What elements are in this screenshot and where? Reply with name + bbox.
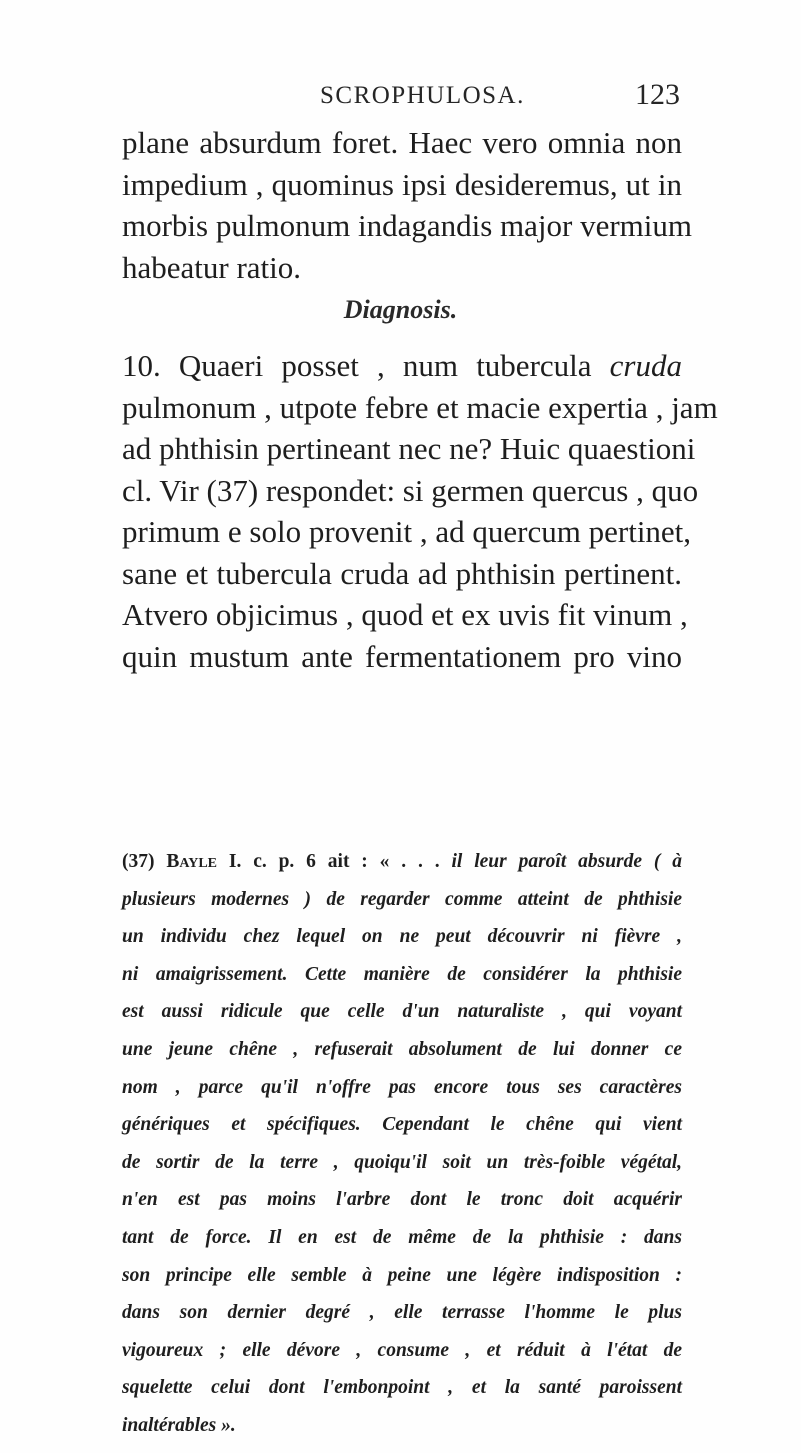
footnote-line: plusieurs modernes ) de regarder comme atteint de phthisie xyxy=(122,888,682,910)
text-line: cl. Vir (37) respondet: si germen quercus , quo xyxy=(122,472,699,508)
footnote-line xyxy=(122,843,682,881)
italic-term: cruda xyxy=(609,348,682,383)
footnote-author: Bayle xyxy=(166,851,217,872)
paragraph-diagnosis xyxy=(122,345,718,677)
footnote-line: squelette celui dont l'embonpoint , et la santé paroissent xyxy=(122,1377,682,1399)
page-number: 123 xyxy=(635,78,680,111)
footnote-line: nom , parce qu'il n'offre pas encore tous ses caractères xyxy=(122,1076,682,1098)
footnote-line: son principe elle semble à peine une légère indisposition : xyxy=(122,1264,682,1286)
footnote-line: de sortir de la terre , quoiqu'il soit un très-foible végétal, xyxy=(122,1151,682,1173)
footnote-marker: (37) xyxy=(122,851,155,872)
footnote-line: un individu chez lequel on ne peut découvrir ni fièvre , xyxy=(122,926,682,948)
text-line: primum e solo provenit , ad quercum pertinet, xyxy=(122,514,692,549)
text-line: morbis pulmonum indagandis major vermium xyxy=(122,208,692,243)
footnote-citation: I. c. p. 6 ait : « . . . xyxy=(217,851,440,872)
footnote xyxy=(122,843,682,1445)
running-title: SCROPHULOSA. xyxy=(320,82,525,109)
footnote-quote-start: il leur paroît absurde ( à xyxy=(439,851,683,872)
footnote-line: vigoureux ; elle dévore , consume , et réduit à l'état de xyxy=(122,1339,682,1361)
footnote-line: une jeune chêne , refuserait absolument de lui donner ce xyxy=(122,1038,682,1060)
section-heading: Diagnosis. xyxy=(343,295,458,324)
footnote-line: ni amaigrissement. Cette manière de considérer la phthisie xyxy=(122,963,682,985)
text-line: impedium , quominus ipsi desideremus, ut in xyxy=(122,166,682,202)
text-line: plane absurdum foret. Haec vero omnia non xyxy=(122,125,682,160)
text-line-start: 10. Quaeri posset , num tubercula xyxy=(122,348,610,383)
paragraph-continuation xyxy=(122,122,692,288)
text-line xyxy=(122,345,682,387)
text-line: quin mustum ante fermentationem pro vino xyxy=(122,638,682,674)
footnote-line: n'en est pas moins l'arbre dont le tronc doit acquérir xyxy=(122,1189,682,1211)
text-line: sane et tubercula cruda ad phthisin pertinent. xyxy=(122,555,682,591)
text-line: pulmonum , utpote febre et macie expertia , jam xyxy=(122,389,718,425)
footnote-line: inaltérables ». xyxy=(122,1414,236,1436)
text-line: Atvero objicimus , quod et ex uvis fit vinum , xyxy=(122,597,688,632)
text-line: ad phthisin pertineant nec ne? Huic quaestioni xyxy=(122,431,696,466)
footnote-line: tant de force. Il en est de même de la phthisie : dans xyxy=(122,1226,682,1248)
footnote-line: dans son dernier degré , elle terrasse l'homme le plus xyxy=(122,1302,682,1324)
text-line: habeatur ratio. xyxy=(122,249,302,285)
footnote-line: génériques et spécifiques. Cependant le chêne qui vient xyxy=(122,1114,682,1136)
footnote-line: est aussi ridicule que celle d'un naturaliste , qui voyant xyxy=(122,1001,682,1023)
running-head xyxy=(120,78,680,118)
